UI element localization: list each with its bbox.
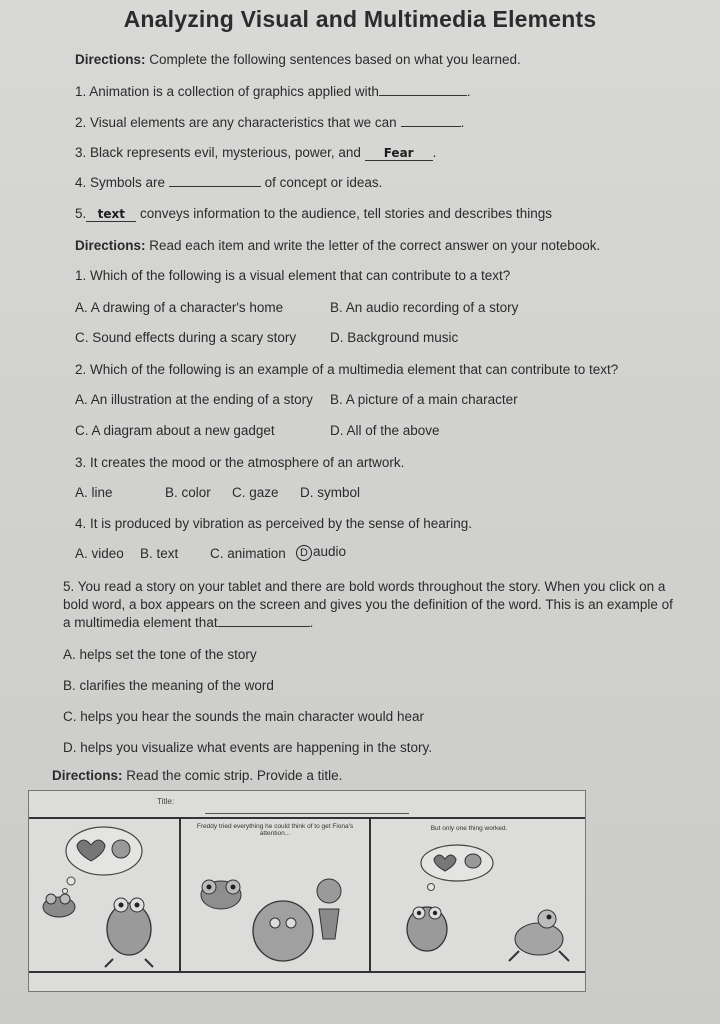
question-5-line3 bbox=[63, 615, 313, 630]
choice-4a[interactable]: A. video bbox=[75, 546, 124, 561]
choice-1b[interactable]: B. An audio recording of a story bbox=[330, 300, 519, 315]
comic-panels bbox=[29, 817, 585, 973]
question-5-line2: bold word, a box appears on the screen and gives you the definition of the word. This is an example of bbox=[63, 597, 673, 612]
directions-label: Directions: bbox=[75, 238, 146, 253]
question-punct: . bbox=[309, 615, 314, 630]
choice-5b[interactable]: B. clarifies the meaning of the word bbox=[63, 678, 274, 693]
comic-panel-2 bbox=[179, 819, 371, 971]
item-text: 1. Animation is a collection of graphics applied with bbox=[75, 84, 379, 99]
choice-3c[interactable]: C. gaze bbox=[232, 485, 279, 500]
question-3: 3. It creates the mood or the atmosphere of an artwork. bbox=[75, 455, 405, 470]
item-text: 2. Visual elements are any characteristics that we can bbox=[75, 115, 397, 130]
directions-part1 bbox=[75, 52, 521, 67]
choice-3a[interactable]: A. line bbox=[75, 485, 113, 500]
handwritten-answer[interactable]: Fear bbox=[365, 146, 433, 161]
item-punct: . bbox=[466, 84, 471, 99]
choice-text: audio bbox=[313, 544, 347, 559]
item-punct: . bbox=[460, 115, 465, 130]
choice-4b[interactable]: B. text bbox=[140, 546, 179, 561]
choice-2b[interactable]: B. A picture of a main character bbox=[330, 392, 518, 407]
answer-blank[interactable] bbox=[401, 126, 461, 127]
comic-title-blank[interactable] bbox=[205, 813, 409, 814]
choice-3d[interactable]: D. symbol bbox=[300, 485, 361, 500]
frog-gifts-illustration bbox=[179, 819, 369, 971]
comic-title-label: Title: bbox=[157, 797, 175, 806]
directions-label: Directions: bbox=[75, 52, 146, 67]
page-title: Analyzing Visual and Multimedia Elements bbox=[123, 6, 597, 32]
choice-3b[interactable]: B. color bbox=[165, 485, 211, 500]
item-text: 4. Symbols are bbox=[75, 175, 166, 190]
comic-strip bbox=[28, 790, 586, 992]
directions-text: Read each item and write the letter of the correct answer on your notebook. bbox=[149, 238, 601, 253]
circled-letter: D bbox=[296, 545, 312, 561]
comic-panel-3 bbox=[369, 819, 581, 971]
question-4: 4. It is produced by vibration as perceived by the sense of hearing. bbox=[75, 516, 472, 531]
choice-2c[interactable]: C. A diagram about a new gadget bbox=[75, 423, 275, 438]
directions-text: Read the comic strip. Provide a title. bbox=[126, 768, 343, 783]
fill-item-4 bbox=[75, 175, 382, 190]
directions-part2 bbox=[75, 238, 600, 253]
question-5-line1: 5. You read a story on your tablet and there are bold words throughout the story. When you click on a bbox=[63, 579, 666, 594]
question-text: a multimedia element that bbox=[63, 615, 218, 630]
item-punct: . bbox=[432, 145, 437, 160]
choice-4d-selected[interactable] bbox=[296, 544, 346, 561]
question-2: 2. Which of the following is an example of a multimedia element that can contribute to text? bbox=[75, 362, 619, 377]
comic-panel-1 bbox=[29, 819, 181, 971]
frog-thinking-illustration bbox=[29, 819, 179, 971]
choice-1a[interactable]: A. A drawing of a character's home bbox=[75, 300, 284, 315]
choice-4c[interactable]: C. animation bbox=[210, 546, 286, 561]
item-text: 3. Black represents evil, mysterious, power, and bbox=[75, 145, 361, 160]
fill-item-5 bbox=[75, 206, 552, 222]
answer-blank[interactable] bbox=[218, 626, 310, 627]
question-1: 1. Which of the following is a visual element that can contribute to a text? bbox=[75, 268, 511, 283]
item-text: of concept or ideas. bbox=[264, 175, 383, 190]
choice-1c[interactable]: C. Sound effects during a scary story bbox=[75, 330, 297, 345]
directions-text: Complete the following sentences based on what you learned. bbox=[149, 52, 521, 67]
item-text: conveys information to the audience, tell stories and describes things bbox=[140, 206, 553, 221]
handwritten-answer[interactable]: text bbox=[86, 207, 136, 222]
panel-2-caption: Freddy tried everything he could think of to get Fiona's attention... bbox=[196, 823, 354, 837]
answer-blank[interactable] bbox=[379, 95, 467, 96]
directions-label: Directions: bbox=[52, 768, 123, 783]
directions-part3 bbox=[52, 768, 342, 783]
fill-item-3 bbox=[75, 145, 436, 161]
fill-item-1 bbox=[75, 84, 471, 99]
choice-5c[interactable]: C. helps you hear the sounds the main character would hear bbox=[63, 709, 424, 724]
fill-item-2 bbox=[75, 115, 464, 130]
choice-5a[interactable]: A. helps set the tone of the story bbox=[63, 647, 257, 662]
choice-2d[interactable]: D. All of the above bbox=[330, 423, 440, 438]
panel-3-caption: But only one thing worked. bbox=[430, 825, 508, 832]
choice-5d[interactable]: D. helps you visualize what events are happening in the story. bbox=[63, 740, 432, 755]
item-number: 5. bbox=[75, 206, 87, 221]
frogs-together-illustration bbox=[369, 819, 581, 971]
choice-2a[interactable]: A. An illustration at the ending of a story bbox=[75, 392, 313, 407]
choice-1d[interactable]: D. Background music bbox=[330, 330, 459, 345]
answer-blank[interactable] bbox=[169, 186, 261, 187]
